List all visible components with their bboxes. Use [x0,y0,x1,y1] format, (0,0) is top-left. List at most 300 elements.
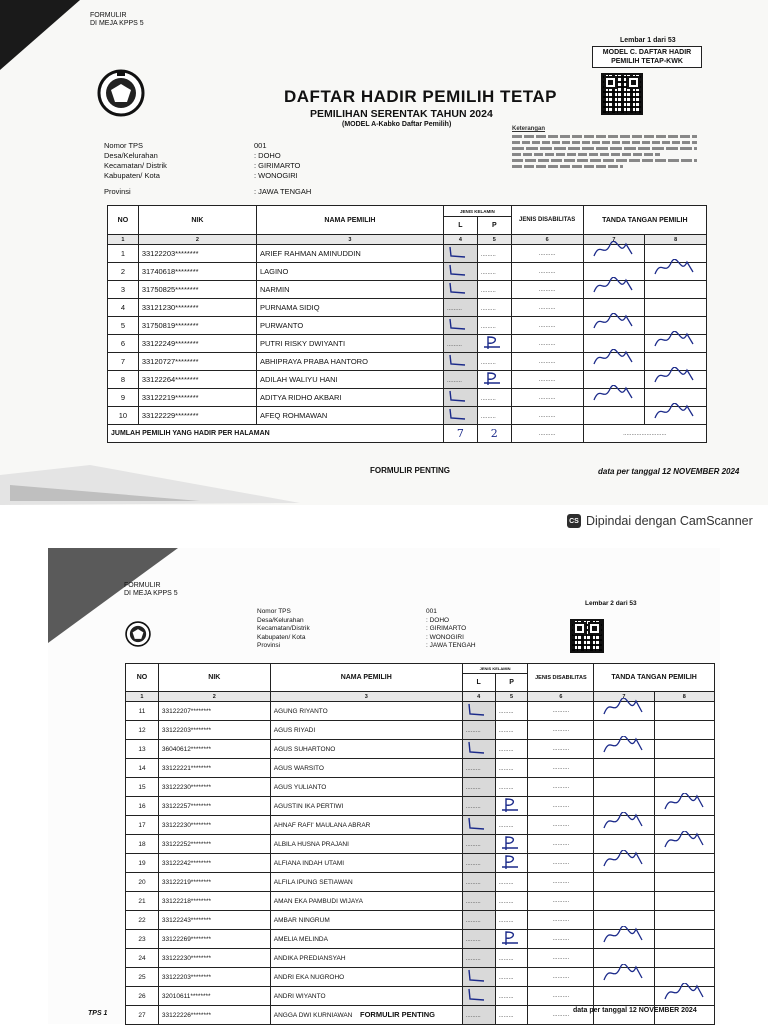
disability-cell: .......... [528,835,594,854]
signature-mark [661,793,709,815]
row-name: PURWANTO [256,317,443,335]
signature-cell-right [654,835,714,854]
gender-l-cell: ......... [443,371,477,389]
p-mark-icon [481,371,503,386]
row-name: ALBILA HUSNA PRAJANI [270,835,462,854]
p-mark-icon [499,835,521,851]
attendance-table-2 [125,663,715,1025]
total-l: 7 [443,425,477,443]
signature-cell-left [594,778,654,797]
row-name: AFEQ ROHMAWAN [256,407,443,425]
gender-l-cell: ......... [462,797,495,816]
column-number: 4 [443,235,477,245]
qr-code-icon [570,619,604,653]
row-nik: 33122257******** [158,797,270,816]
row-nik: 33122243******** [158,911,270,930]
gender-p-cell: ......... [495,740,528,759]
signature-mark [590,349,638,370]
total-p: 2 [477,425,511,443]
gender-p-cell: ......... [477,281,511,299]
footer-center: FORMULIR PENTING [370,466,450,475]
column-number: 1 [108,235,139,245]
gender-p-cell: ......... [495,702,528,721]
signature-cell-left [594,854,654,873]
column-number: 6 [511,235,583,245]
notes-line [512,153,660,156]
disability-cell: .......... [511,371,583,389]
row-nik: 33122203******** [158,721,270,740]
table-row [126,740,715,759]
row-number: 4 [108,299,139,317]
label-tps: Nomor TPS [257,608,291,615]
row-name: ADITYA RIDHO AKBARI [256,389,443,407]
value-kecamatan: : GIRIMARTO [426,625,467,632]
header-no: NO [126,664,159,692]
header-nama: NAMA PEMILIH [270,664,462,692]
signature-mark [590,385,638,406]
p-mark-icon [499,854,521,870]
label-desa: Desa/Kelurahan [257,616,304,624]
check-mark-icon [447,317,469,332]
gender-l-cell [462,740,495,759]
footer-right: data per tanggal 12 NOVEMBER 2024 [598,467,740,476]
column-number: 1 [126,692,159,702]
table-row [108,389,707,407]
camscanner-watermark [567,514,753,528]
table-row [126,987,715,1006]
label-kecamatan: Kecamatan/Distrik [257,625,310,632]
row-number: 25 [126,968,159,987]
gender-p-cell: ......... [495,721,528,740]
column-number: 5 [477,235,511,245]
model-box [592,46,702,68]
row-number: 7 [108,353,139,371]
signature-cell-left [583,353,645,371]
header-no: NO [108,206,139,235]
header-disabilitas: JENIS DISABILITAS [511,206,583,235]
header-jenis-kelamin: JENIS KELAMIN [443,206,511,217]
row-nik: 31750819******** [138,317,256,335]
signature-cell-right [645,263,707,281]
gender-p-cell: ......... [495,892,528,911]
row-number: 6 [108,335,139,353]
row-name: AGUNG RIYANTO [270,702,462,721]
row-nik: 31750825******** [138,281,256,299]
signature-cell-left [594,702,654,721]
gender-l-cell [443,317,477,335]
header-p: P [477,217,511,235]
value-kecamatan: : GIRIMARTO [254,161,301,170]
signature-mark [600,812,648,834]
header-p: P [495,674,528,692]
row-number: 2 [108,263,139,281]
signature-cell-left [583,245,645,263]
kpu-logo-icon [125,620,151,648]
header-nama: NAMA PEMILIH [256,206,443,235]
gender-p-cell: ......... [477,389,511,407]
row-number: 8 [108,371,139,389]
gender-p-cell: ......... [495,968,528,987]
table-row [126,968,715,987]
gender-p-cell: ......... [477,317,511,335]
row-nik: 33122230******** [158,949,270,968]
signature-cell-right [645,299,707,317]
row-number: 27 [126,1006,159,1025]
gender-l-cell [462,816,495,835]
signature-mark [651,259,699,280]
camscanner-text: Dipindai dengan CamScanner [586,514,753,528]
disability-cell: .......... [511,263,583,281]
footer-right: data per tanggal 12 NOVEMBER 2024 [573,1007,697,1014]
page-title: DAFTAR HADIR PEMILIH TETAP [284,87,558,106]
gender-l-cell: ......... [462,759,495,778]
signature-cell-right [654,759,714,778]
signature-mark [600,926,648,948]
qr-code-icon [601,73,643,115]
row-name: ANDIKA PREDIANSYAH [270,949,462,968]
gender-p-cell: ......... [495,949,528,968]
value-provinsi: : JAWA TENGAH [254,187,312,196]
meta-labels [104,141,167,197]
row-name: AMELIA MELINDA [270,930,462,949]
table-row [126,873,715,892]
gender-l-cell: ......... [462,778,495,797]
p-mark-icon [499,797,521,813]
check-mark-icon [466,987,488,1003]
disability-cell: .......... [528,797,594,816]
p-mark-icon [481,335,503,350]
check-mark-icon [447,245,469,260]
signature-mark [600,964,648,986]
gender-p-cell: ......... [495,778,528,797]
total-row [108,425,707,443]
table-row [126,854,715,873]
row-number: 17 [126,816,159,835]
gender-p-cell: ......... [495,911,528,930]
gender-l-cell [443,263,477,281]
notes-line [512,147,697,150]
gender-p-cell [495,930,528,949]
signature-cell-left [594,930,654,949]
row-name: LAGINO [256,263,443,281]
gender-l-cell: ......... [462,892,495,911]
gender-l-cell [443,245,477,263]
signature-cell-right [654,949,714,968]
row-number: 11 [126,702,159,721]
row-name: ALFILA IPUNG SETIAWAN [270,873,462,892]
gender-l-cell [462,987,495,1006]
header-row [108,206,707,217]
form-page-1 [0,0,768,505]
signature-cell-left [583,389,645,407]
meta-values [426,608,476,651]
signature-cell-right [645,281,707,299]
gender-p-cell: ......... [477,299,511,317]
row-number: 5 [108,317,139,335]
signature-mark [600,850,648,872]
disability-cell: .......... [528,740,594,759]
signature-cell-left [594,968,654,987]
row-name: AGUS SUHARTONO [270,740,462,759]
label-tps: Nomor TPS [104,141,144,150]
check-mark-icon [447,389,469,404]
table-row [126,892,715,911]
form-page-2 [48,548,720,1024]
signature-mark [651,331,699,352]
signature-cell-right [654,987,714,1006]
table-body [108,245,707,425]
row-nik: 33122252******** [158,835,270,854]
gender-l-cell [443,407,477,425]
model-line: (MODEL A-Kabko Daftar Pemilih) [342,121,452,128]
row-number: 19 [126,854,159,873]
row-number: 15 [126,778,159,797]
header-jenis-kelamin: JENIS KELAMIN [462,664,528,674]
gender-l-cell [443,389,477,407]
header-row [126,664,715,674]
gender-p-cell: ......... [495,759,528,778]
header-disabilitas: JENIS DISABILITAS [528,664,594,692]
scan-shadow [0,455,300,505]
row-nik: 33122219******** [158,873,270,892]
row-nik: 33122226******** [158,1006,270,1025]
label-desa: Desa/Kelurahan [104,151,158,160]
header-tanda-tangan: TANDA TANGAN PEMILIH [594,664,715,692]
row-number: 12 [126,721,159,740]
signature-mark [600,698,648,720]
p-mark-icon [499,930,521,946]
value-tps: 001 [426,608,437,615]
row-name: ADILAH WALIYU HANI [256,371,443,389]
label-provinsi: Provinsi [257,642,281,649]
column-number: 5 [495,692,528,702]
gender-p-cell [495,835,528,854]
notes-line [512,141,697,144]
value-desa: : DOHO [426,616,450,624]
signature-mark [651,367,699,388]
disability-cell: .......... [528,892,594,911]
row-number: 16 [126,797,159,816]
gender-p-cell: ......... [477,245,511,263]
row-name: ANDRI EKA NUGROHO [270,968,462,987]
row-number: 13 [126,740,159,759]
camscanner-logo-icon: CS [567,514,581,528]
check-mark-icon [466,816,488,832]
row-nik: 33122221******** [158,759,270,778]
label-kabupaten: Kabupaten/ Kota [104,171,160,180]
gender-l-cell: ......... [462,873,495,892]
signature-cell-left [583,407,645,425]
disability-cell: .......... [511,317,583,335]
disability-cell: .......... [528,1006,594,1025]
gender-l-cell: ......... [462,930,495,949]
row-number: 23 [126,930,159,949]
gender-l-cell [443,281,477,299]
gender-p-cell: ......... [495,816,528,835]
signature-cell-left [594,892,654,911]
table-row [126,759,715,778]
row-nik: 33122249******** [138,335,256,353]
table-row [126,816,715,835]
value-kabupaten: : WONOGIRI [426,633,464,641]
column-number: 7 [583,235,645,245]
column-number: 4 [462,692,495,702]
row-number: 21 [126,892,159,911]
row-nik: 31740618******** [138,263,256,281]
column-number: 8 [645,235,707,245]
attendance-table-1 [107,205,707,443]
signature-cell-right [654,930,714,949]
row-nik: 33122219******** [138,389,256,407]
signature-cell-left [594,873,654,892]
column-number: 8 [654,692,714,702]
disability-cell: .......... [511,407,583,425]
header-nik: NIK [158,664,270,692]
row-nik: 33122218******** [158,892,270,911]
meta-labels [257,608,310,651]
check-mark-icon [447,263,469,278]
gender-p-cell [477,371,511,389]
row-nik: 33122207******** [158,702,270,721]
gender-l-cell [462,968,495,987]
column-number: 7 [594,692,654,702]
gender-p-cell: ......... [477,353,511,371]
footer-left: TPS 1 [88,1010,108,1017]
desk-stamp [124,582,178,598]
model-box-line-2: PEMILIH TETAP-KWK [611,58,683,65]
row-name: PUTRI RISKY DWIYANTI [256,335,443,353]
label-kabupaten: Kabupaten/ Kota [257,633,306,641]
check-mark-icon [466,702,488,718]
gender-l-cell [443,353,477,371]
header-l: L [443,217,477,235]
table-row [108,245,707,263]
column-number: 2 [138,235,256,245]
page-number: Lembar 1 dari 53 [620,37,676,44]
disability-cell: .......... [511,335,583,353]
check-mark-icon [466,740,488,756]
gender-l-cell: ......... [462,949,495,968]
table-row [126,702,715,721]
signature-cell-right [654,797,714,816]
value-kabupaten: : WONOGIRI [254,171,298,180]
signature-mark [651,403,699,424]
row-name: ARIEF RAHMAN AMINUDDIN [256,245,443,263]
disability-cell: .......... [528,987,594,1006]
row-name: ALFIANA INDAH UTAMI [270,854,462,873]
row-number: 3 [108,281,139,299]
desk-stamp [90,12,144,28]
check-mark-icon [447,281,469,296]
disability-cell: .......... [528,873,594,892]
notes-line [512,159,697,162]
table-row [108,353,707,371]
disability-cell: .......... [528,702,594,721]
signature-cell-left [594,987,654,1006]
column-number: 6 [528,692,594,702]
row-name: AMBAR NINGRUM [270,911,462,930]
signature-cell-right [654,740,714,759]
row-name: ANDRI WIYANTO [270,987,462,1006]
table-body [126,702,715,1025]
signature-cell-right [654,911,714,930]
table-row [108,281,707,299]
stamp-line-1: FORMULIR [90,12,127,19]
value-desa: : DOHO [254,151,281,160]
disability-cell: .......... [511,389,583,407]
total-signature: .......................... [583,425,706,443]
value-provinsi: : JAWA TENGAH [426,642,476,649]
row-nik: 33122269******** [158,930,270,949]
footer-center: FORMULIR PENTING [360,1010,435,1019]
folded-corner [48,548,178,648]
signature-cell-left [594,816,654,835]
row-name: AGUS WARSITO [270,759,462,778]
row-name: ABHIPRAYA PRABA HANTORO [256,353,443,371]
signature-cell-right [654,892,714,911]
disability-cell: .......... [528,949,594,968]
gender-p-cell: ......... [477,263,511,281]
table-row [108,407,707,425]
disability-cell: .......... [528,721,594,740]
row-nik: 33121230******** [138,299,256,317]
notes-title: Keterangan [512,126,546,132]
row-nik: 33120727******** [138,353,256,371]
header-nik: NIK [138,206,256,235]
row-name: AMAN EKA PAMBUDI WIJAYA [270,892,462,911]
gender-p-cell [495,797,528,816]
notes-line [512,165,623,168]
signature-cell-right [645,371,707,389]
row-nik: 32010611******** [158,987,270,1006]
signature-cell-left [594,759,654,778]
signature-cell-right [654,721,714,740]
gender-l-cell: ......... [462,854,495,873]
stamp-line-2: DI MEJA KPPS 5 [90,20,144,27]
row-nik: 33122230******** [158,816,270,835]
gender-p-cell: ......... [495,1006,528,1025]
disability-cell: .......... [511,281,583,299]
row-number: 14 [126,759,159,778]
page-number: Lembar 2 dari 53 [585,600,637,607]
stamp-line-2: DI MEJA KPPS 5 [124,590,178,597]
gender-p-cell: ......... [477,407,511,425]
row-nik: 33122264******** [138,371,256,389]
check-mark-icon [466,968,488,984]
row-name: AGUSTIN IKA PERTIWI [270,797,462,816]
total-disabilitas: .......... [511,425,583,443]
signature-mark [661,983,709,1005]
column-number: 2 [158,692,270,702]
signature-mark [590,241,638,262]
check-mark-icon [447,407,469,422]
stamp-line-1: FORMULIR [124,582,161,589]
disability-cell: .......... [528,778,594,797]
row-nik: 33122229******** [138,407,256,425]
signature-cell-left [583,317,645,335]
signature-mark [600,736,648,758]
disability-cell: .......... [528,759,594,778]
header-tanda-tangan: TANDA TANGAN PEMILIH [583,206,706,235]
label-kecamatan: Kecamatan/ Distrik [104,161,167,170]
label-provinsi: Provinsi [104,187,131,196]
table-row [126,930,715,949]
signature-cell-left [583,281,645,299]
row-name: AGUS RIYADI [270,721,462,740]
row-name: AGUS YULIANTO [270,778,462,797]
gender-l-cell: ......... [462,1006,495,1025]
notes-block [512,126,697,171]
